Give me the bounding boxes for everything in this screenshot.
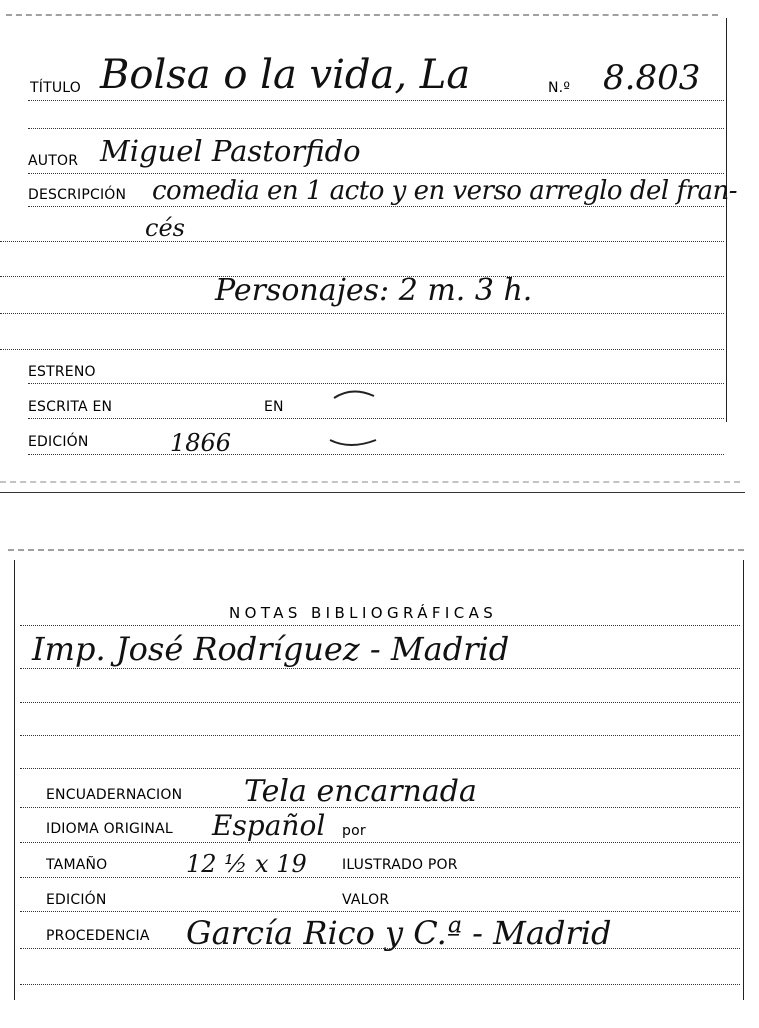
autor-value: Miguel Pastorfido: [100, 134, 361, 168]
tamano-line: [20, 877, 740, 878]
titulo-line: [28, 100, 724, 101]
card2-top-edge-noise: [8, 549, 744, 554]
blank-line-4: [0, 313, 724, 314]
idioma-label: IDIOMA ORIGINAL: [46, 821, 173, 837]
notes-imprint: Imp. José Rodríguez - Madrid: [32, 630, 510, 668]
edicion-label: EDICIÓN: [28, 434, 89, 450]
en-label: EN: [264, 399, 284, 415]
notas-heading: NOTAS BIBLIOGRÁFICAS: [229, 604, 498, 622]
por-label: por: [342, 823, 366, 839]
procedencia-label: PROCEDENCIA: [46, 928, 150, 944]
valor-label: VALOR: [342, 892, 390, 908]
bottom-edge-noise: [0, 481, 740, 486]
notes-line-1: [20, 668, 740, 669]
tamano-label: TAMAÑO: [46, 857, 108, 873]
notes-line-4: [20, 768, 740, 769]
estreno-label: ESTRENO: [28, 364, 96, 380]
edicion-line: [28, 454, 724, 455]
tamano-value: 12 ½ x 19: [186, 850, 307, 878]
autor-label: AUTOR: [28, 153, 79, 169]
idioma-line: [20, 842, 740, 843]
procedencia-value: García Rico y C.ª - Madrid: [186, 914, 612, 952]
edicion2-label: EDICIÓN: [46, 892, 107, 908]
ilustrado-label: ILUSTRADO POR: [342, 857, 458, 873]
descripcion-line-1: comedia en 1 acto y en verso arreglo del fran-: [152, 176, 738, 206]
blank-line-2: [0, 241, 724, 242]
titulo-value: Bolsa o la vida, La: [100, 52, 471, 98]
personajes-note: Personajes: 2 m. 3 h.: [215, 273, 533, 308]
descripcion-line: [28, 206, 724, 207]
titulo-label: TÍTULO: [30, 80, 81, 96]
card2-bottom-line: [20, 984, 740, 985]
encuadernacion-line: [20, 807, 740, 808]
notes-line-0: [20, 625, 740, 626]
encuadernacion-value: Tela encarnada: [244, 774, 477, 809]
autor-line: [28, 173, 724, 174]
blank-line-5: [0, 349, 724, 350]
notes-line-3: [20, 735, 740, 736]
ink-stamp-mark: [320, 380, 384, 452]
edicion2-line: [20, 911, 740, 912]
numero-value: 8.803: [603, 58, 701, 98]
encuadernacion-label: ENCUADERNACION: [46, 787, 183, 803]
blank-line-1: [28, 128, 724, 129]
procedencia-line: [20, 948, 740, 949]
card-separator: [0, 492, 745, 493]
idioma-value: Español: [212, 809, 326, 842]
numero-label: N.º: [548, 80, 571, 96]
notes-line-2: [20, 702, 740, 703]
descripcion-line-2: cés: [145, 214, 185, 242]
edicion-value: 1866: [170, 429, 232, 457]
descripcion-label: DESCRIPCIÓN: [28, 187, 127, 203]
escrita-en-label: ESCRITA EN: [28, 399, 113, 415]
